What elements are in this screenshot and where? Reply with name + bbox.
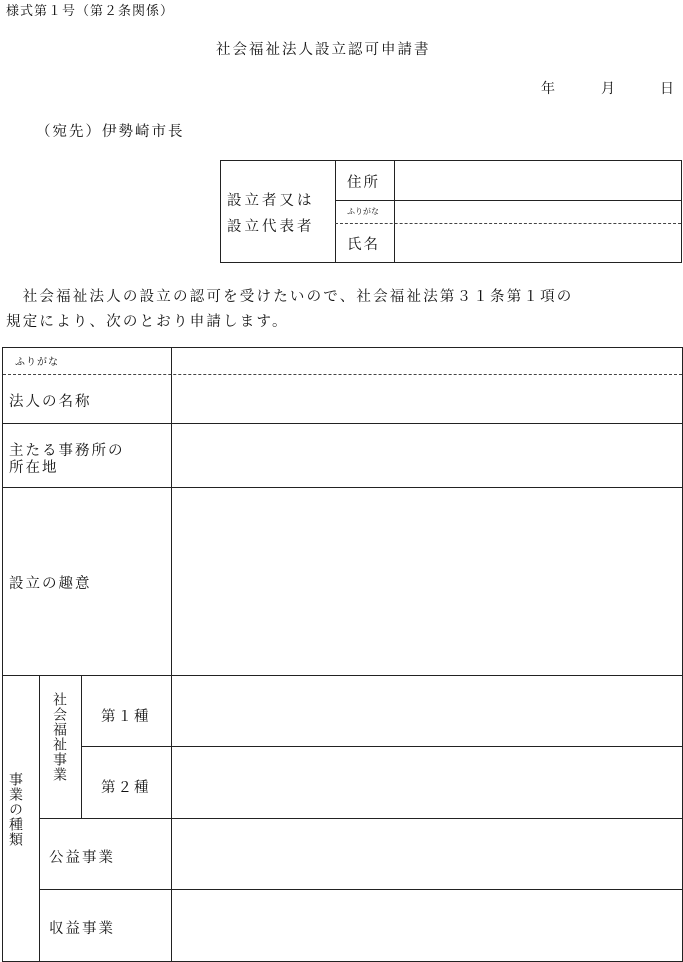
furigana-label: ふりがな xyxy=(15,357,59,368)
address-field[interactable] xyxy=(399,165,679,196)
profit-business-field[interactable] xyxy=(175,892,679,960)
corp-name-field[interactable] xyxy=(175,377,679,421)
business-type-label: 事業の種類 xyxy=(7,772,23,847)
type1-label: 第１種 xyxy=(101,709,151,725)
applicant-furigana-line xyxy=(335,223,681,224)
statement-line1: 社会福祉法人の設立の認可を受けたいので、社会福祉法第３１条第１項の xyxy=(6,289,574,305)
applicant-furigana-field[interactable] xyxy=(399,203,679,221)
statement-line2: 規定により、次のとおり申請します。 xyxy=(6,314,289,330)
row-line xyxy=(3,487,682,488)
public-interest-label: 公益事業 xyxy=(49,850,115,866)
applicant-row-line xyxy=(335,200,681,201)
form-reference: 様式第１号（第２条関係） xyxy=(6,4,175,19)
applicant-table xyxy=(220,160,682,263)
applicant-role-line2: 設立代表者 xyxy=(227,219,315,235)
main-office-label-line2: 所在地 xyxy=(9,460,59,476)
date-day-label: 日 xyxy=(660,81,674,97)
main-office-label-line1: 主たる事務所の xyxy=(9,443,125,459)
applicant-divider xyxy=(394,161,395,262)
row-line xyxy=(39,889,682,890)
row-line xyxy=(3,423,682,424)
purpose-field[interactable] xyxy=(175,490,679,673)
document-title: 社会福祉法人設立認可申請書 xyxy=(216,42,431,58)
applicant-divider xyxy=(335,161,336,262)
type2-label: 第２種 xyxy=(101,780,151,796)
row-line xyxy=(3,675,682,676)
corp-furigana-field[interactable] xyxy=(175,350,679,372)
label-column-divider xyxy=(171,348,172,961)
address-label: 住所 xyxy=(347,175,380,191)
public-interest-field[interactable] xyxy=(175,821,679,887)
business-type-divider xyxy=(39,675,40,961)
applicant-role-line1: 設立者又は xyxy=(227,193,315,209)
welfare-divider xyxy=(81,675,82,818)
date-month-label: 月 xyxy=(601,81,615,97)
row-line xyxy=(81,746,682,747)
addressee: （宛先）伊勢崎市長 xyxy=(36,124,185,140)
profit-business-label: 収益事業 xyxy=(49,921,115,937)
applicant-furigana-label: ふりがな xyxy=(347,207,379,216)
type1-business-field[interactable] xyxy=(175,678,679,744)
date-year-label: 年 xyxy=(541,81,555,97)
purpose-label: 設立の趣意 xyxy=(9,576,92,592)
row-line xyxy=(39,818,682,819)
corp-name-label: 法人の名称 xyxy=(9,394,92,410)
furigana-divider xyxy=(3,374,682,375)
type2-business-field[interactable] xyxy=(175,749,679,816)
main-office-field[interactable] xyxy=(175,426,679,485)
social-welfare-label: 社会福祉事業 xyxy=(51,692,67,782)
application-form-table xyxy=(2,347,683,962)
name-label: 氏名 xyxy=(347,237,380,253)
applicant-name-field[interactable] xyxy=(399,226,679,260)
